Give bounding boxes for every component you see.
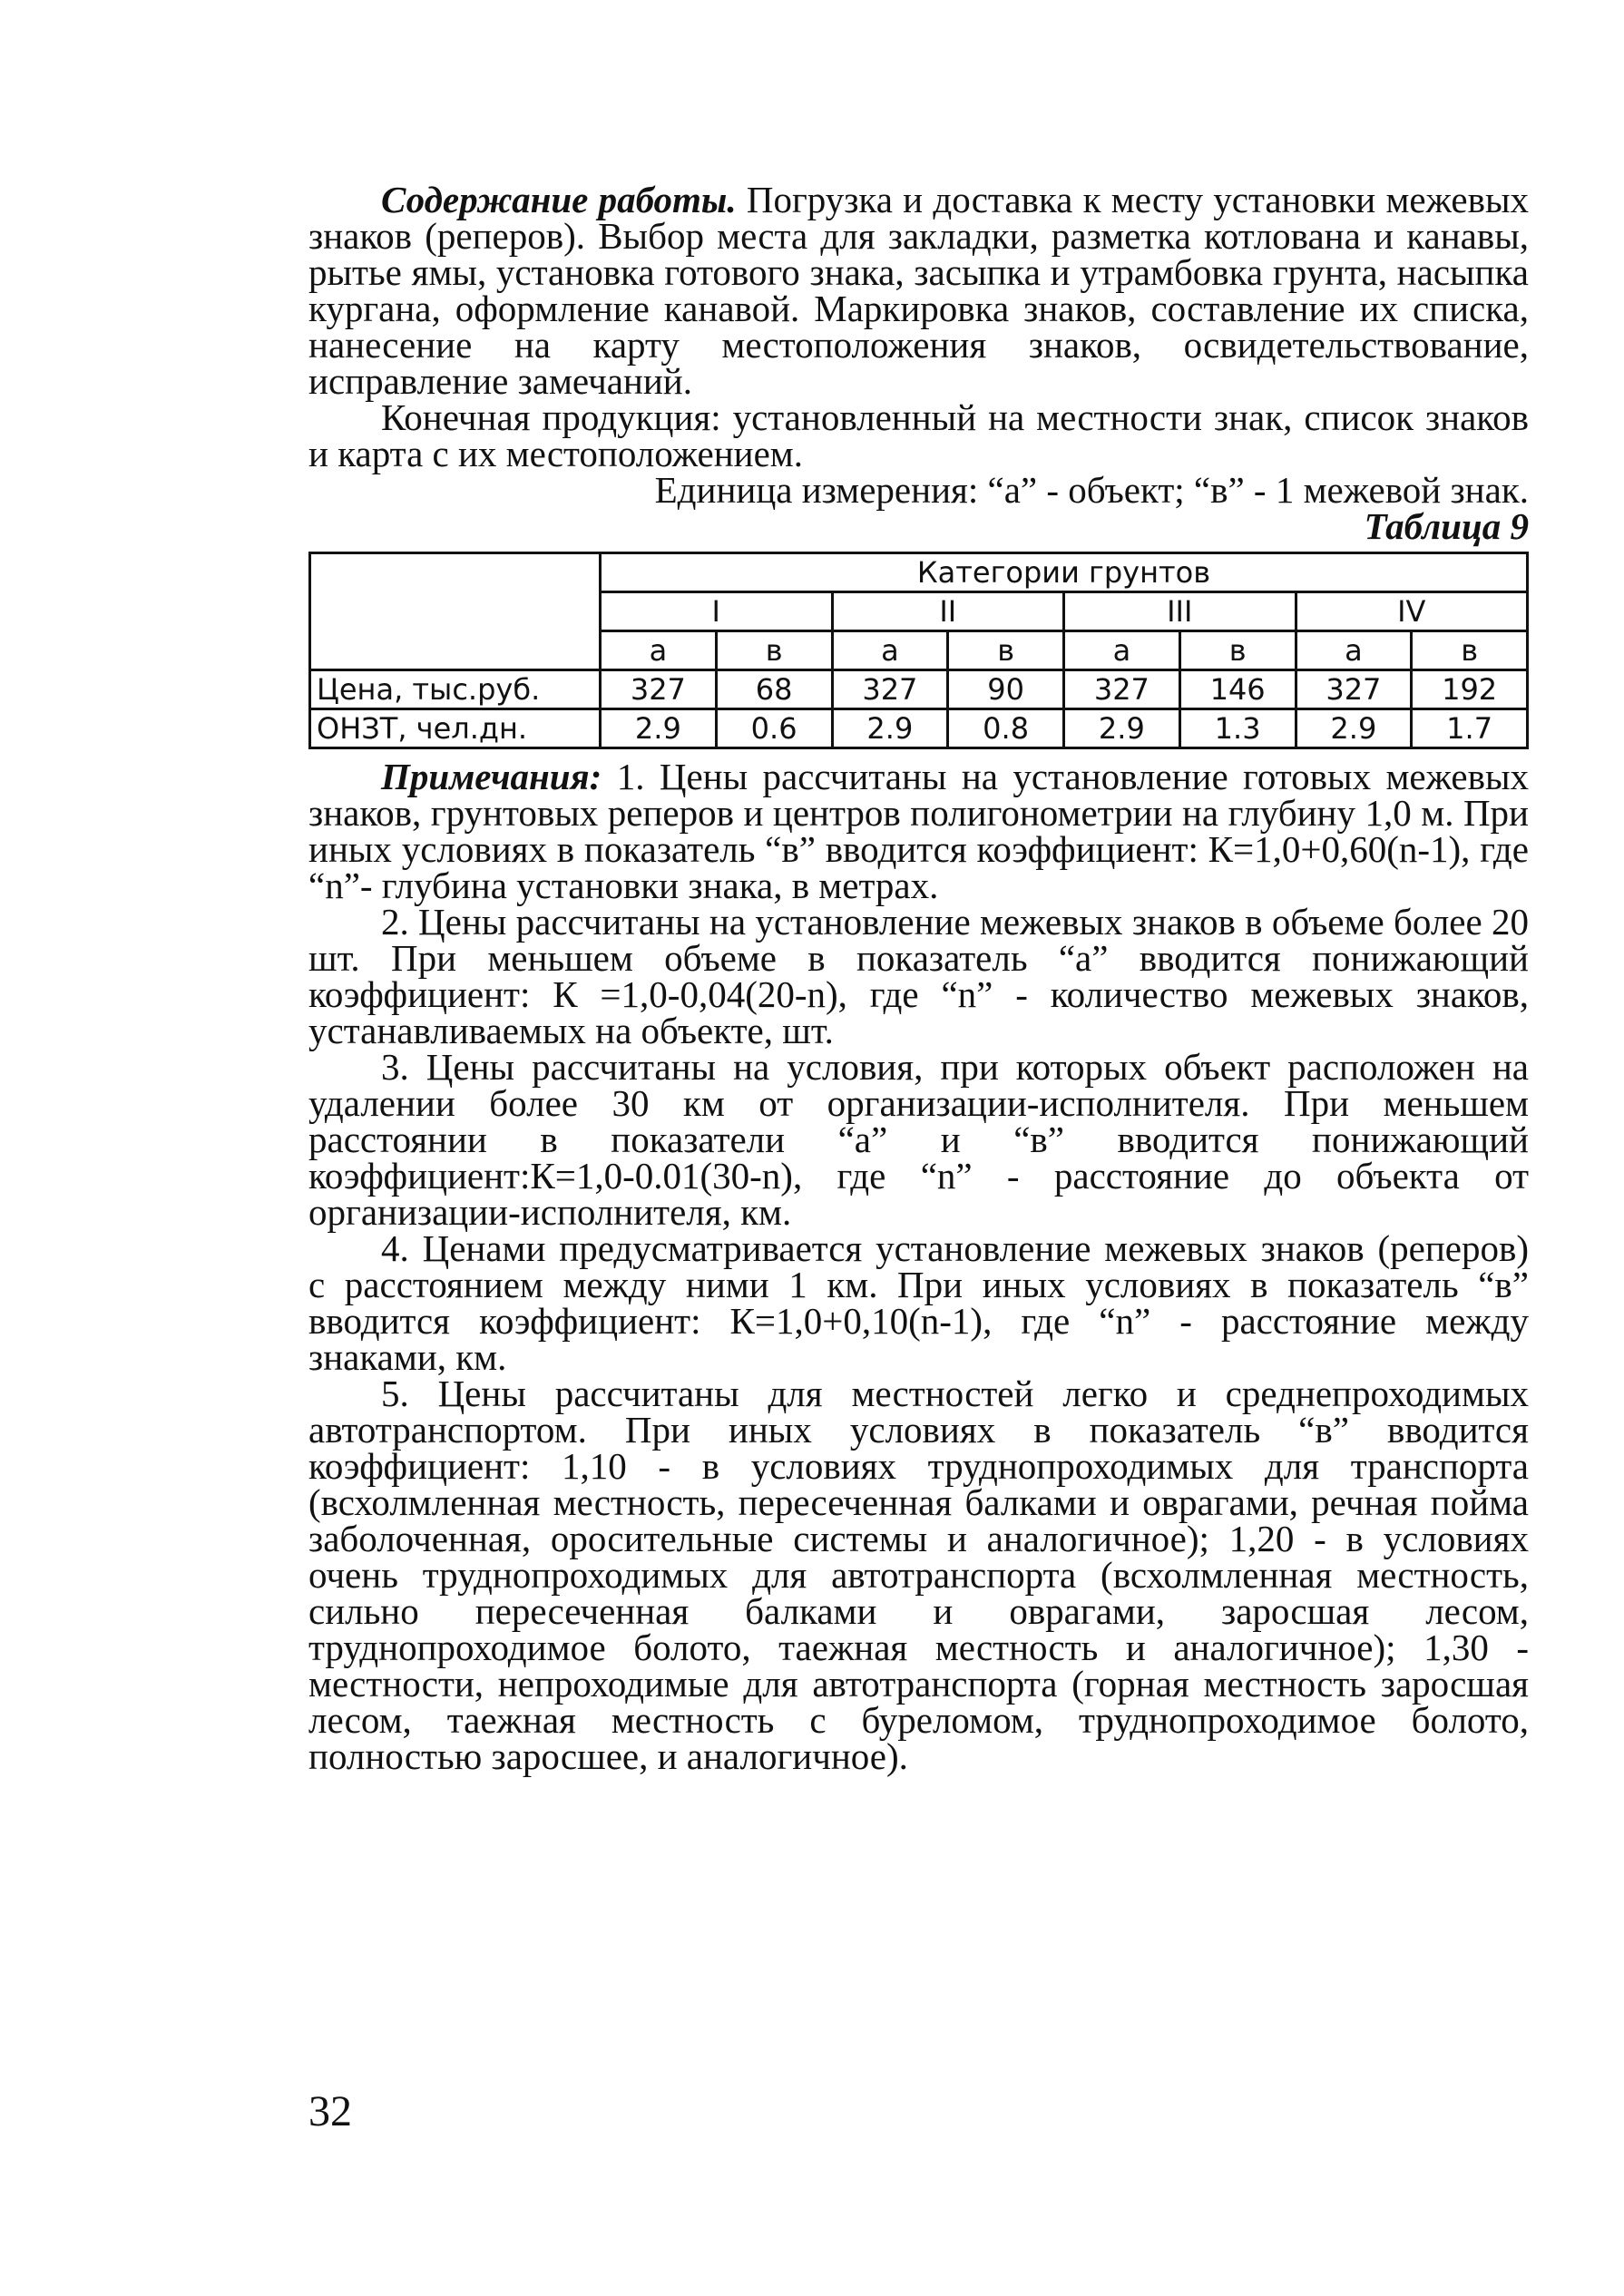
note-item-1 bbox=[308, 758, 1529, 904]
table-cell: 192 bbox=[1412, 670, 1528, 709]
category-cell: III bbox=[1064, 592, 1296, 631]
price-table bbox=[308, 552, 1529, 749]
final-product-paragraph: Конечная продукция: установленный на местности знак, список знаков и карта с их местоположением. bbox=[308, 396, 1529, 474]
subheader-cell: в bbox=[1179, 631, 1296, 670]
note-item-2: 2. Цены рассчитаны на установление межевых знаков в объеме более 20 шт. При меньшем объеме в показатель “а” вводится понижающий коэффициент: К =1,0-0,04(20-n), где “n” - количество межевых знаков, устанавливаемых на объекте, шт. bbox=[308, 901, 1529, 1051]
table-cell: 1.3 bbox=[1179, 709, 1296, 748]
table-header-row bbox=[310, 553, 1528, 592]
note-text: 1. Цены рассчитаны на установление готовых межевых знаков, грунтовых реперов и центров полигонометрии на глубину 1,0 м. При иных условиях в показатель “в” вводится коэффициент: К=1,0+0,60(n-1), где “n”- глубина установки знака, в метрах. bbox=[308, 756, 1529, 906]
table-cell: 2.9 bbox=[832, 709, 948, 748]
note-item-4: 4. Ценами предусматривается установление межевых знаков (реперов) с расстоянием между ними 1 км. При иных условиях в показатель “в” вводится коэффициент: К=1,0+0,10(n-1), где “n” - расстояние между знаками, км. bbox=[308, 1227, 1529, 1378]
table-cell: 0.8 bbox=[948, 709, 1064, 748]
table-cell: 90 bbox=[948, 670, 1064, 709]
category-cell: II bbox=[832, 592, 1064, 631]
table-cell: 68 bbox=[716, 670, 832, 709]
subheader-cell: а bbox=[601, 631, 717, 670]
subheader-cell: в bbox=[1412, 631, 1528, 670]
table-cell: 0.6 bbox=[716, 709, 832, 748]
table-cell: 2.9 bbox=[1296, 709, 1412, 748]
table-cell: 146 bbox=[1179, 670, 1296, 709]
table-cell: 327 bbox=[832, 670, 948, 709]
table-cell: 2.9 bbox=[601, 709, 717, 748]
table-caption: Таблица 9 bbox=[1364, 505, 1529, 547]
notes-section bbox=[308, 756, 1529, 1777]
table-corner-cell bbox=[310, 553, 601, 670]
work-content-lead: Содержание работы. bbox=[381, 179, 737, 220]
page-number: 32 bbox=[308, 2087, 352, 2135]
document-page bbox=[308, 179, 1529, 1777]
table-row bbox=[310, 709, 1528, 748]
table-cell: 1.7 bbox=[1412, 709, 1528, 748]
subheader-cell: а bbox=[832, 631, 948, 670]
work-content-paragraph bbox=[308, 179, 1529, 402]
work-content-text: Погрузка и доставка к месту установки межевых знаков (реперов). Выбор места для закладки, разметка котлована и канавы, рытье ямы, установка готового знака, засыпка и утрамбовка грунта, насыпка кургана, оформление канавой. Маркировка знаков, составление их списка, нанесение на карту местоположения знаков, освидетельствование, исправление замечаний. bbox=[308, 179, 1529, 402]
subheader-cell: а bbox=[1064, 631, 1180, 670]
subheader-cell: а bbox=[1296, 631, 1412, 670]
table-cell: 327 bbox=[601, 670, 717, 709]
subheader-cell: в bbox=[948, 631, 1064, 670]
subheader-cell: в bbox=[716, 631, 832, 670]
row-label: ОНЗТ, чел.дн. bbox=[310, 709, 601, 748]
table-cell: 327 bbox=[1064, 670, 1180, 709]
note-item-3: 3. Цены рассчитаны на условия, при которых объект расположен на удалении более 30 км от организации-исполнителя. При меньшем расстоянии в показатели “а” и “в” вводится понижающий коэффициент:К=1,0-0.01(30-n), где “n” - расстояние до объекта от организации-исполнителя, км. bbox=[308, 1046, 1529, 1233]
table-row bbox=[310, 670, 1528, 709]
unit-paragraph: Единица измерения: “а” - объект; “в” - 1 межевой знак. bbox=[654, 469, 1529, 511]
category-cell: IV bbox=[1296, 592, 1528, 631]
notes-title: Примечания: bbox=[381, 756, 602, 797]
table-cell: 2.9 bbox=[1064, 709, 1180, 748]
row-label: Цена, тыс.руб. bbox=[310, 670, 601, 709]
soil-categories-header: Категории грунтов bbox=[601, 553, 1528, 592]
note-item-5: 5. Цены рассчитаны для местностей легко и среднепроходимых автотранспортом. При иных условиях в показатель “в” вводится коэффициент: 1,10 - в условиях труднопроходимых для транспорта (всхолмленная местность, пересеченная балками и оврагами, речная пойма заболоченная, оросительные системы и аналогичное); 1,20 - в условиях очень труднопроходимых для автотранспорта (всхолмленная местность, сильно пересеченная балками и оврагами, заросшая лесом, труднопроходимое болото, таежная местность и аналогичное); 1,30 - местности, непроходимые для автотранспорта (горная местность заросшая лесом, таежная местность с буреломом, труднопроходимое болото, полностью заросшее, и аналогичное). bbox=[308, 1373, 1529, 1777]
table-cell: 327 bbox=[1296, 670, 1412, 709]
category-cell: I bbox=[601, 592, 833, 631]
